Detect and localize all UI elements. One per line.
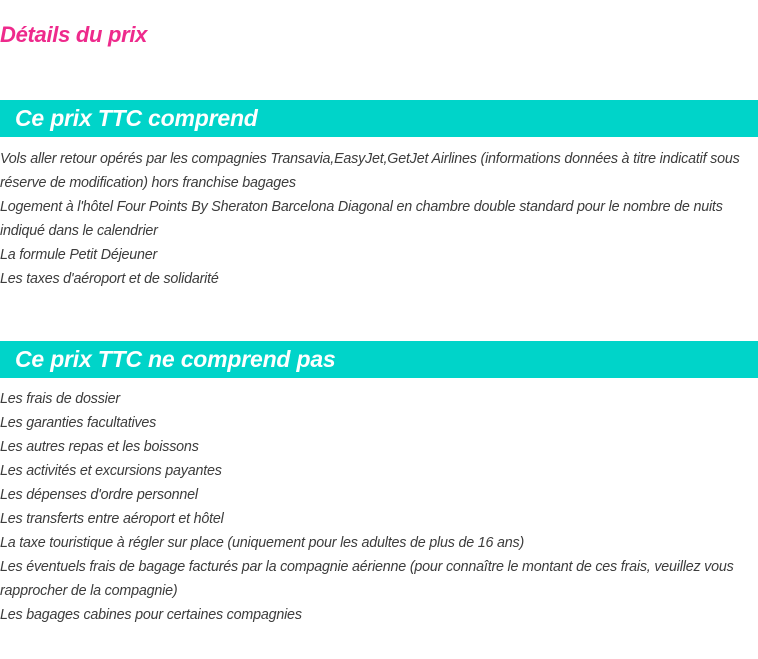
includes-list (0, 147, 752, 291)
excludes-item-tourist-tax: La taxe touristique à régler sur place (uniquement pour les adultes de plus de 16 ans) (0, 535, 525, 551)
excludes-item-fees: Les frais de dossier (0, 391, 120, 407)
excludes-heading: Ce prix TTC ne comprend pas (15, 346, 336, 372)
page-title: Détails du prix (0, 22, 148, 47)
includes-item-breakfast: La formule Petit Déjeuner (0, 247, 158, 263)
excludes-item-cabin-bags: Les bagages cabines pour certaines compagnies (0, 607, 302, 623)
excludes-item-transfers: Les transferts entre aéroport et hôtel (0, 511, 224, 527)
excludes-item-meals: Les autres repas et les boissons (0, 439, 199, 455)
excludes-item-guarantees: Les garanties facultatives (0, 415, 157, 431)
excludes-item-baggage-fees: Les éventuels frais de bagage facturés par la compagnie aérienne (pour connaître le montant de ces frais, veuillez vous rapprocher de la compagnie) (0, 559, 734, 599)
includes-heading: Ce prix TTC comprend (15, 105, 258, 131)
excludes-item-activities: Les activités et excursions payantes (0, 463, 222, 479)
includes-item-taxes: Les taxes d'aéroport et de solidarité (0, 271, 219, 287)
excludes-section-header (0, 341, 758, 378)
includes-item-flights: Vols aller retour opérés par les compagnies Transavia,EasyJet,GetJet Airlines (informations données à titre indicatif sous réserve de modification) hors franchise bagages (0, 151, 740, 191)
includes-section-header (0, 100, 758, 137)
includes-item-hotel: Logement à l'hôtel Four Points By Sheraton Barcelona Diagonal en chambre double standard pour le nombre de nuits indiqué dans le calendrier (0, 199, 723, 239)
excludes-list (0, 387, 752, 627)
excludes-item-personal-expenses: Les dépenses d'ordre personnel (0, 487, 198, 503)
